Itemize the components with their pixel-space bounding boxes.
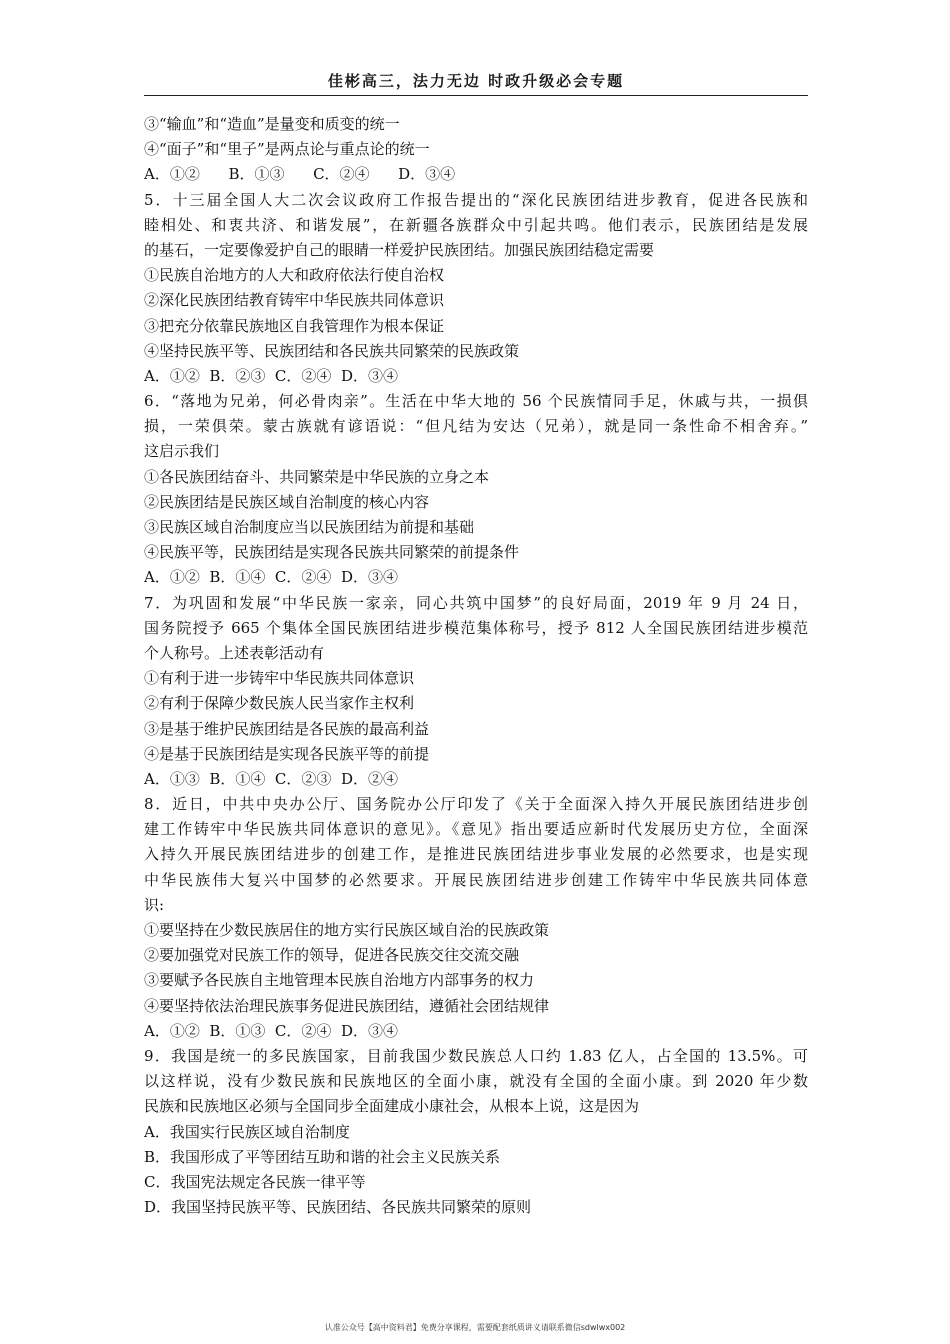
question-9 [144, 1044, 808, 1220]
option-line: ③是基于维护民族团结是各民族的最高利益 [144, 719, 430, 738]
question-stem-line: 建工作铸牢中华民族共同体意识的意见》。《意见》指出要适应新时代发展历史方位，全面深 [144, 820, 808, 839]
option-line: ③民族区域自治制度应当以民族团结为前提和基础 [144, 518, 475, 536]
option-line: ④坚持民族平等、民族团结和各民族共同繁荣的民族政策 [144, 341, 520, 360]
option-line: ②有利于保障少数民族人民当家作主权利 [144, 694, 415, 713]
option-line: ③把充分依靠民族地区自我管理作为根本保证 [144, 316, 445, 335]
option-line: ④是基于民族团结是实现各民族平等的前提 [144, 744, 430, 763]
question-stem-line: 6．“落地为兄弟，何必骨肉亲”。生活在中华大地的 56 个民族情同手足，休戚与共，一损俱 [144, 392, 808, 411]
question-stem-line: 个人称号。上述表彰活动有 [144, 643, 325, 662]
option-line: ②要加强党对民族工作的领导，促进各民族交往交流交融 [144, 946, 520, 965]
question-stem-line: 这启示我们 [144, 442, 220, 461]
question-stem-line: 7．为巩固和发展“中华民族一家亲，同心共筑中国梦”的良好局面，2019 年 9 月 24 日， [144, 593, 808, 612]
question-stem-line: 中华民族伟大复兴中国梦的必然要求。开展民族团结进步创建工作铸牢中华民族共同体意 [144, 870, 808, 889]
option-line: ③“输血”和“造血”是量变和质变的统一 [144, 115, 400, 133]
answer-choices: A．①② B．①③ C．②④ D．③④ [144, 1021, 398, 1040]
option-line: C．我国宪法规定各民族一律平等 [144, 1172, 366, 1191]
answer-choices: A．①② B．②③ C．②④ D．③④ [144, 366, 398, 385]
option-line: ②民族团结是民族区域自治制度的核心内容 [144, 492, 430, 511]
question-stem-line: 9．我国是统一的多民族国家，目前我国少数民族总人口约 1.83 亿人，占全国的 13.5%。可 [144, 1046, 808, 1065]
answer-choices: A．①③ B．①④ C．②③ D．②④ [144, 769, 398, 788]
answer-choices: A．①② B．①③ C．②④ D．③④ [144, 165, 456, 184]
option-line: ①有利于进一步铸牢中华民族共同体意识 [144, 669, 415, 688]
page-footer: 认准公众号【高中资料君】免费分享课程，需要配套纸质讲义请联系微信sdwlwx002 [324, 1323, 626, 1332]
option-line: B．我国形成了平等团结互助和谐的社会主义民族关系 [144, 1147, 501, 1166]
answer-choices: A．①② B．①④ C．②④ D．③④ [144, 568, 398, 587]
option-line: ①民族自治地方的人大和政府依法行使自治权 [144, 266, 445, 285]
question-stem-line: 国务院授予 665 个集体全国民族团结进步模范集体称号，授予 812 人全国民族团结进步模范 [144, 618, 808, 637]
question-stem-line: 以这样说，没有少数民族和民族地区的全面小康，就没有全国的全面小康。到 2020 年少数 [144, 1072, 808, 1091]
question-stem-line: 民族和民族地区必须与全国同步全面建成小康社会，从根本上说，这是因为 [144, 1097, 640, 1116]
question-stem-line: 5．十三届全国人大二次会议政府工作报告提出的“深化民族团结进步教育，促进各民族和 [144, 190, 808, 209]
question-8 [144, 792, 808, 1044]
option-line: ③要赋予各民族自主地管理本民族自治地方内部事务的权力 [144, 971, 535, 990]
option-line: ④要坚持依法治理民族事务促进民族团结，遵循社会团结规律 [144, 996, 550, 1015]
question-stem-line: 的基石，一定要像爱护自己的眼睛一样爱护民族团结。加强民族团结稳定需要 [144, 240, 655, 259]
page-header: 佳彬高三，法力无边 时政升级必会专题 [327, 72, 625, 90]
header-divider [144, 95, 808, 96]
question-stem-line: 入持久开展民族团结进步的创建工作，是推进民族团结进步事业发展的必然要求，也是实现 [144, 845, 808, 864]
question-7 [144, 591, 808, 793]
option-line: ①要坚持在少数民族居住的地方实行民族区域自治的民族政策 [144, 921, 550, 939]
option-line: A．我国实行民族区域自治制度 [144, 1122, 350, 1141]
option-line: ④民族平等，民族团结是实现各民族共同繁荣的前提条件 [144, 543, 520, 562]
question-6 [144, 389, 808, 591]
document-body [144, 112, 808, 1220]
question-5 [144, 188, 808, 390]
question-stem-line: 识: [144, 895, 165, 914]
question-stem-line: 损，一荣俱荣。蒙古族就有谚语说：“但凡结为安达（兄弟），就是同一条性命不相舍弃。” [144, 417, 808, 436]
option-line: ②深化民族团结教育铸牢中华民族共同体意识 [144, 291, 445, 310]
option-line: ④“面子”和“里子”是两点论与重点论的统一 [144, 140, 430, 159]
option-line: ①各民族团结奋斗、共同繁荣是中华民族的立身之本 [144, 467, 490, 486]
option-line: D．我国坚持民族平等、民族团结、各民族共同繁荣的原则 [144, 1198, 532, 1217]
question-stem-line: 8．近日，中共中央办公厅、国务院办公厅印发了《关于全面深入持久开展民族团结进步创 [144, 795, 808, 814]
question-stem-line: 睦相处、和衷共济、和谐发展”，在新疆各族群众中引起共鸣。他们表示，民族团结是发展 [144, 215, 808, 234]
question-4-tail [144, 112, 808, 188]
